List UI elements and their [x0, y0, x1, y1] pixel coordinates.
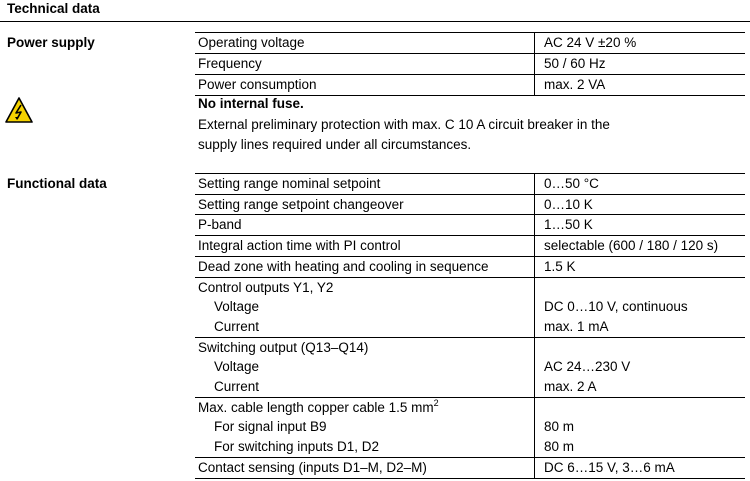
param-name: Current: [214, 379, 260, 394]
group-heading: Switching output (Q13–Q14): [198, 340, 369, 355]
table-row: [195, 297, 745, 317]
column-divider: [534, 357, 535, 377]
column-divider: [534, 437, 535, 457]
param-name: Integral action time with PI control: [198, 238, 401, 253]
column-divider: [534, 236, 535, 256]
table-row: [195, 417, 745, 437]
table-row: [195, 194, 745, 215]
column-divider: [534, 377, 535, 397]
column-divider: [534, 458, 535, 478]
table-row: [195, 437, 745, 457]
title-divider: [0, 21, 750, 22]
param-value: 0…10 K: [544, 197, 593, 212]
param-value: AC 24 V ±20 %: [544, 35, 637, 50]
table-row: [195, 397, 745, 418]
table-row: [195, 53, 745, 74]
group-heading: Control outputs Y1, Y2: [198, 280, 334, 295]
param-name: Contact sensing (inputs D1–M, D2–M): [198, 460, 427, 475]
page-title: Technical data: [7, 1, 100, 16]
param-value: 50 / 60 Hz: [544, 56, 606, 71]
param-name: Voltage: [214, 359, 260, 374]
table-row: [195, 357, 745, 377]
param-name: Dead zone with heating and cooling in sequence: [198, 259, 489, 274]
column-divider: [534, 195, 535, 215]
param-value: AC 24…230 V: [544, 359, 631, 374]
param-name: Frequency: [198, 56, 262, 71]
param-value: 80 m: [544, 439, 575, 454]
param-name: Max. cable length copper cable 1.5 mm: [198, 400, 434, 415]
param-value: 0…50 °C: [544, 176, 599, 191]
param-name: For switching inputs D1, D2: [214, 439, 380, 454]
param-name: Setting range setpoint changeover: [198, 197, 404, 212]
param-value: selectable (600 / 180 / 120 s): [544, 238, 719, 253]
param-value: DC 6…15 V, 3…6 mA: [544, 460, 675, 475]
param-value: max. 1 mA: [544, 319, 609, 334]
param-name: Current: [214, 319, 260, 334]
param-value: 80 m: [544, 419, 575, 434]
param-name: Operating voltage: [198, 35, 305, 50]
param-value: 1.5 K: [544, 259, 576, 274]
section-label-power-supply: Power supply: [7, 35, 95, 50]
table-row: [195, 32, 745, 53]
column-divider: [534, 174, 535, 194]
table-row: [195, 214, 745, 235]
param-value: max. 2 VA: [544, 77, 606, 92]
table-row: [195, 317, 745, 337]
table-row: [195, 74, 745, 96]
group-heading: [198, 398, 439, 417]
param-name: P-band: [198, 217, 242, 232]
column-divider: [534, 215, 535, 235]
column-divider: [534, 257, 535, 277]
param-name: Voltage: [214, 299, 260, 314]
table-row: [195, 277, 745, 298]
param-name: Setting range nominal setpoint: [198, 176, 381, 191]
column-divider: [534, 338, 535, 358]
param-name: For signal input B9: [214, 419, 327, 434]
section-label-functional-data: Functional data: [7, 176, 107, 191]
warning-high-voltage-icon: [5, 97, 33, 123]
param-value: max. 2 A: [544, 379, 597, 394]
superscript: 2: [433, 397, 439, 408]
column-divider: [534, 54, 535, 74]
param-name: Power consumption: [198, 77, 317, 92]
table-row: [195, 457, 745, 479]
protection-note-line: supply lines required under all circumstances.: [198, 137, 472, 152]
column-divider: [534, 278, 535, 298]
table-row: [195, 235, 745, 256]
column-divider: [534, 417, 535, 437]
column-divider: [534, 75, 535, 95]
table-row: [195, 256, 745, 277]
column-divider: [534, 398, 535, 418]
table-row: [195, 337, 745, 358]
column-divider: [534, 317, 535, 337]
protection-note-line: External preliminary protection with max. C 10 A circuit breaker in the: [198, 117, 610, 132]
table-row: [195, 173, 745, 194]
param-value: DC 0…10 V, continuous: [544, 299, 688, 314]
param-value: 1…50 K: [544, 217, 593, 232]
table-row: [195, 377, 745, 397]
column-divider: [534, 297, 535, 317]
column-divider: [534, 33, 535, 53]
no-fuse-note: No internal fuse.: [198, 96, 304, 111]
